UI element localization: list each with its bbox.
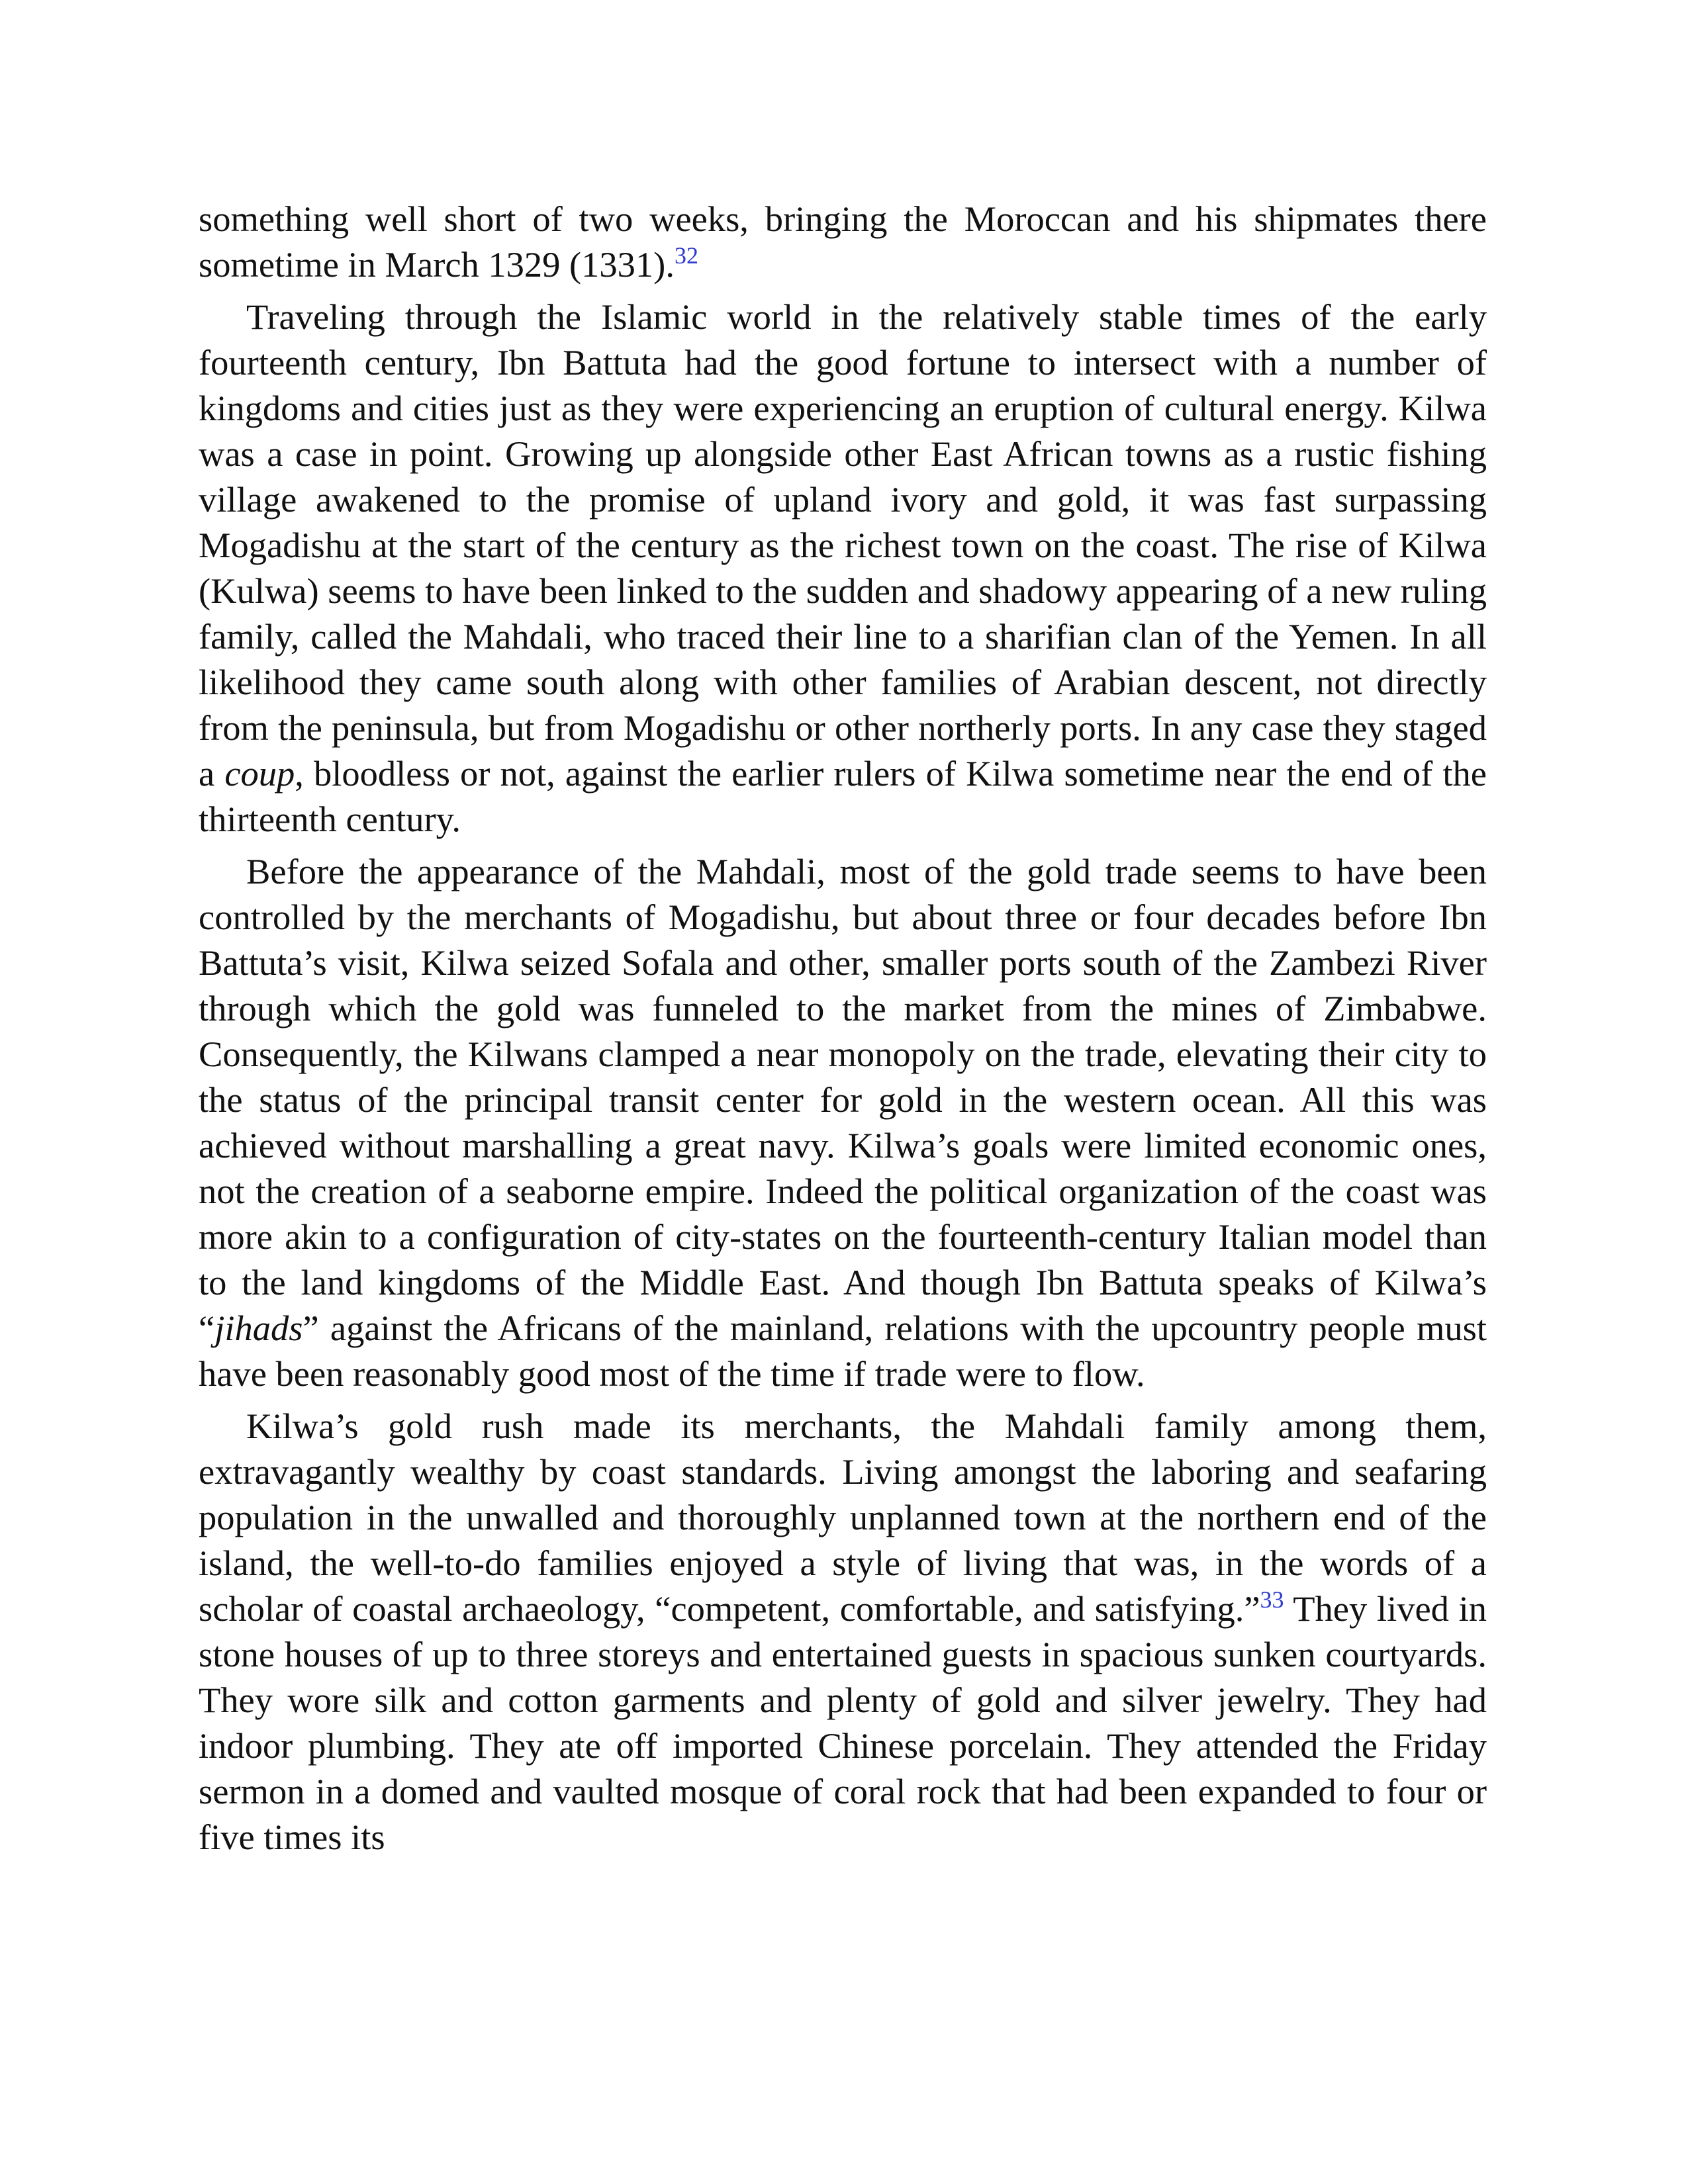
paragraph-text: ” against the Africans of the mainland, relations with the upcountry people must have been reasonably good most of the time if trade were to flow. bbox=[199, 1308, 1487, 1394]
footnote-link-32[interactable]: 32 bbox=[674, 242, 698, 269]
paragraph-4 bbox=[199, 1403, 1487, 1860]
paragraph-text: something well short of two weeks, bringing the Moroccan and his shipmates there sometime in March 1329 (1331). bbox=[199, 199, 1487, 285]
footnote-link-33[interactable]: 33 bbox=[1260, 1586, 1284, 1613]
paragraph-text: Before the appearance of the Mahdali, most of the gold trade seems to have been controlled by the merchants of Mogadishu, but about three or four decades before Ibn Battuta’s visit, Kilwa seized Sofala and other, smaller ports south of the Zambezi River through which the gold was funneled to the market from the mines of Zimbabwe. Consequently, the Kilwans clamped a near monopoly on the trade, elevating their city to the status of the principal transit center for gold in the western ocean. All this was achieved without marshalling a great navy. Kilwa’s goals were limited economic ones, not the creation of a seaborne empire. Indeed the political organization of the coast was more akin to a configuration of city-states on the fourteenth-century Italian model than to the land kingdoms of the Middle East. And though Ibn Battuta speaks of Kilwa’s “ bbox=[199, 851, 1487, 1348]
page-body bbox=[199, 196, 1487, 1866]
paragraph-text: They lived in stone houses of up to three storeys and entertained guests in spacious sunken courtyards. They wore silk and cotton garments and plenty of gold and silver jewelry. They had indoor plumbing. They ate off imported Chinese porcelain. They attended the Friday sermon in a domed and vaulted mosque of coral rock that had been expanded to four or five times its bbox=[199, 1588, 1487, 1857]
paragraph-text: Traveling through the Islamic world in the relatively stable times of the early fourteenth century, Ibn Battuta had the good fortune to intersect with a number of kingdoms and cities just as they were experiencing an eruption of cultural energy. Kilwa was a case in point. Growing up alongside other East African towns as a rustic fishing village awakened to the promise of upland ivory and gold, it was fast surpassing Mogadishu at the start of the century as the richest town on the coast. The rise of Kilwa (Kulwa) seems to have been linked to the sudden and shadowy appearing of a new ruling family, called the Mahdali, who traced their line to a sharifian clan of the Yemen. In all likelihood they came south along with other families of Arabian descent, not directly from the peninsula, but from Mogadishu or other northerly ports. In any case they staged a bbox=[199, 296, 1487, 794]
paragraph-1 bbox=[199, 196, 1487, 287]
italic-term-jihads: jihads bbox=[214, 1308, 303, 1348]
italic-term-coup: coup bbox=[224, 753, 295, 794]
paragraph-2 bbox=[199, 294, 1487, 842]
paragraph-text: , bloodless or not, against the earlier rulers of Kilwa sometime near the end of the thirteenth century. bbox=[199, 753, 1487, 839]
paragraph-text: Kilwa’s gold rush made its merchants, the Mahdali family among them, extravagantly wealthy by coast standards. Living amongst the laboring and seafaring population in the unwalled and thoroughly unplanned town at the northern end of the island, the well-to-do families enjoyed a style of living that was, in the words of a scholar of coastal archaeology, “competent, comfortable, and satisfying.” bbox=[199, 1406, 1487, 1629]
paragraph-3 bbox=[199, 848, 1487, 1396]
